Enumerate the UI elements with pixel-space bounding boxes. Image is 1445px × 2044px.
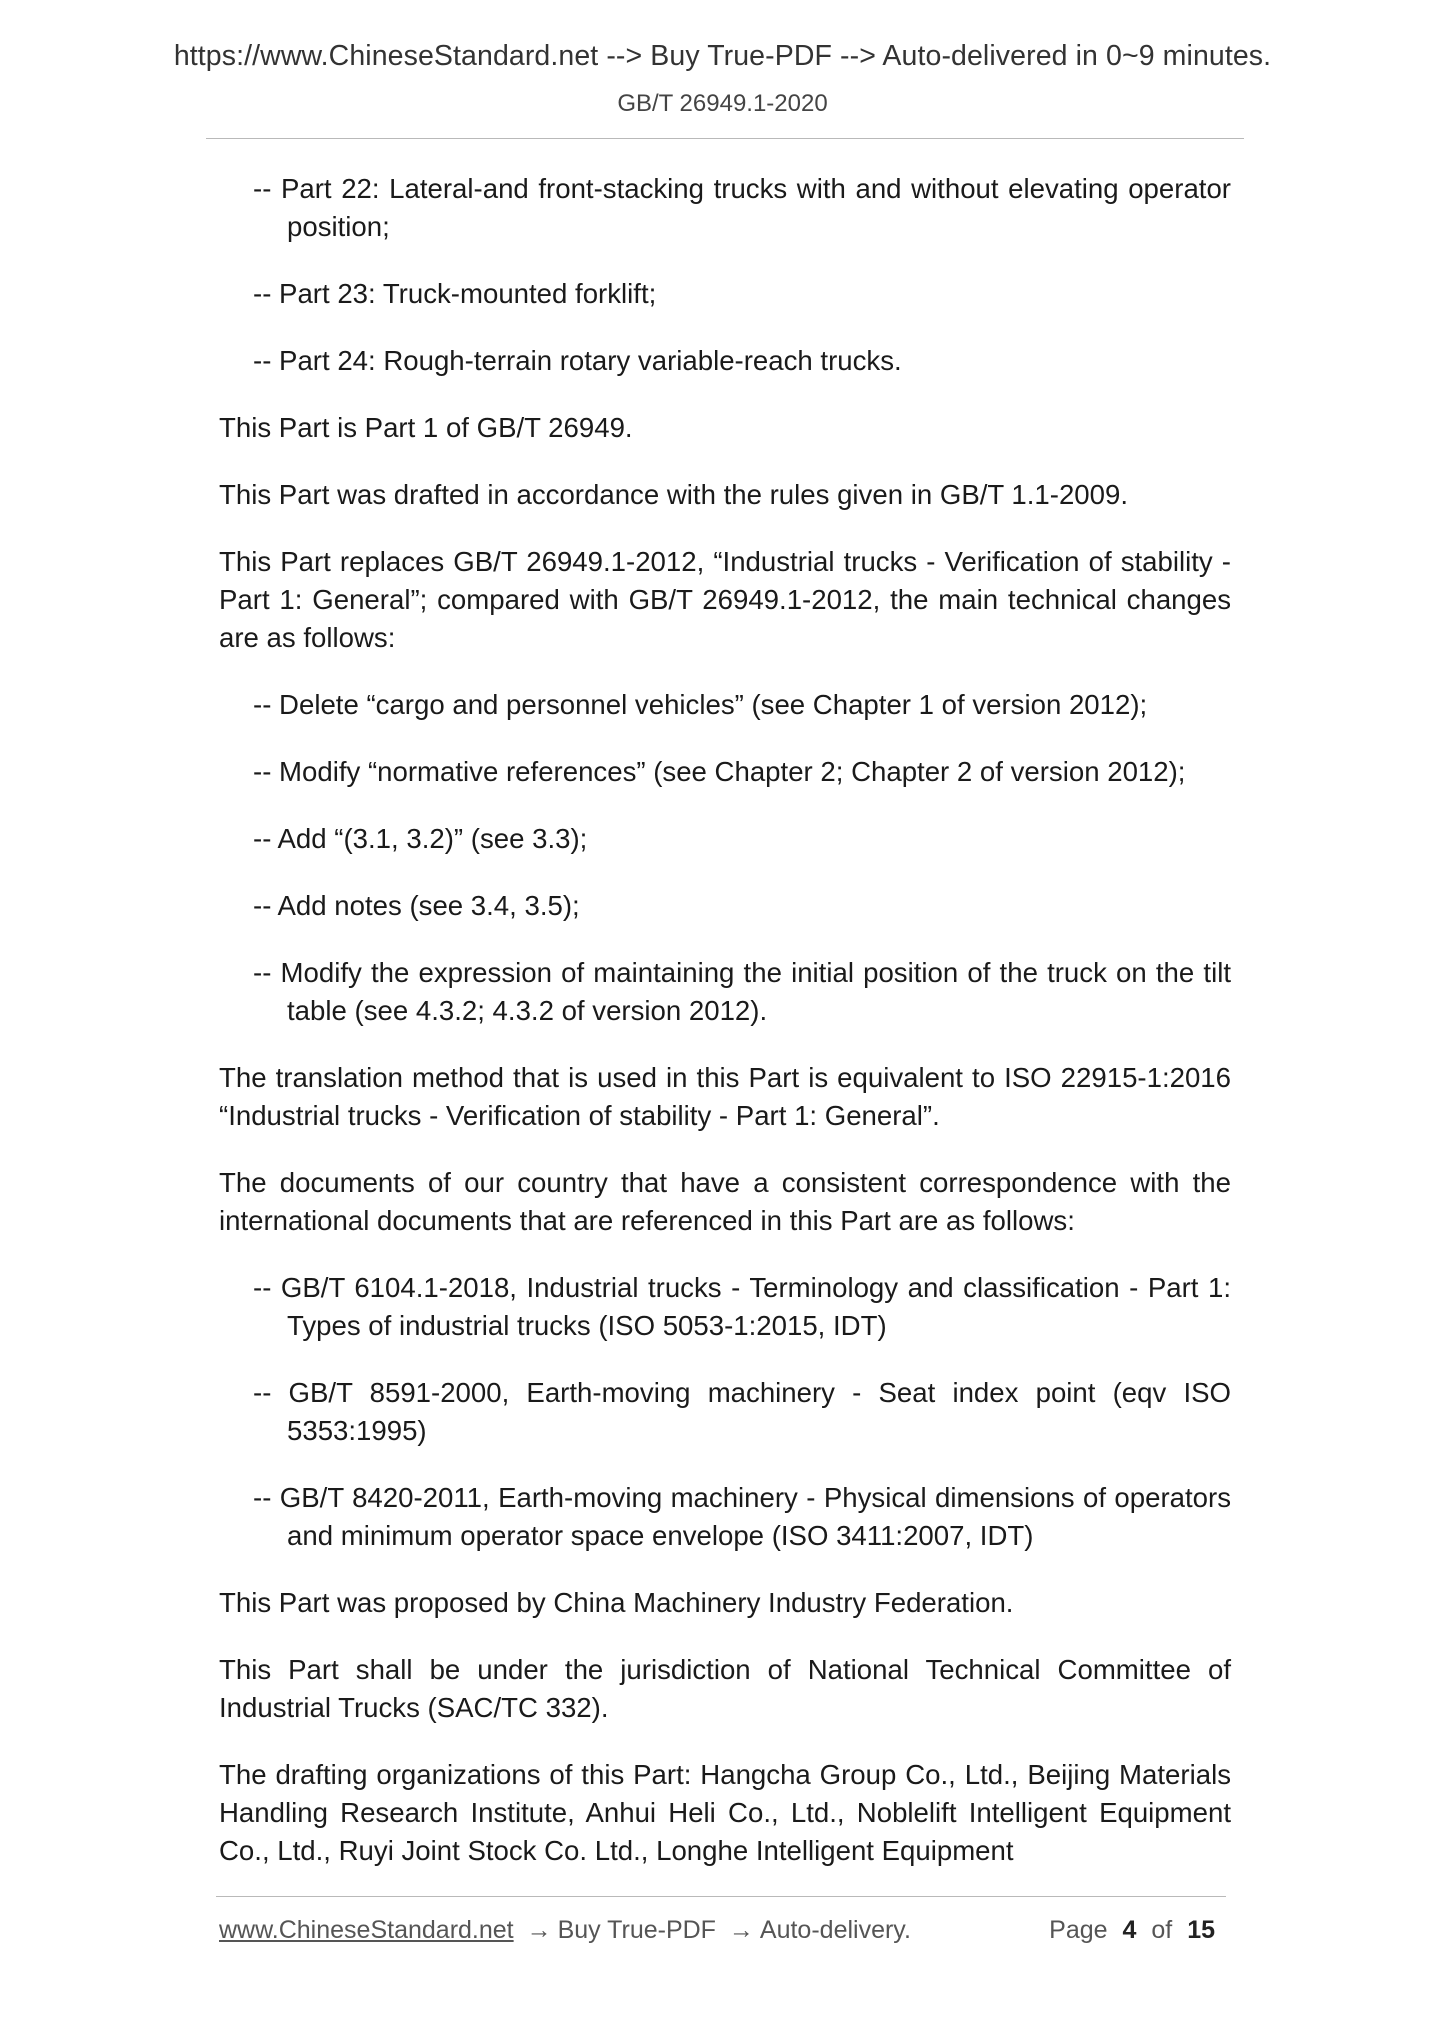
standard-code-header: GB/T 26949.1-2020 [617, 90, 828, 117]
page-word: Page [1049, 1916, 1108, 1944]
paragraph: This Part is Part 1 of GB/T 26949. [219, 412, 633, 443]
site-link[interactable]: www.ChineseStandard.net [219, 1916, 514, 1944]
page-footer [219, 1916, 1223, 1945]
paragraph: The translation method that is used in this Part is equivalent to ISO 22915-1:2016 “Industrial trucks - Verification of stability - Part 1: General”. [219, 1062, 1231, 1131]
paragraph: This Part was proposed by China Machinery Industry Federation. [219, 1587, 1014, 1618]
list-item: -- GB/T 8420-2011, Earth-moving machinery - Physical dimensions of operators and minimum operator space envelope (ISO 3411:2007, IDT) [253, 1482, 1231, 1551]
source-banner: https://www.ChineseStandard.net --> Buy True-PDF --> Auto-delivered in 0~9 minutes. [173, 40, 1272, 72]
arrow-right-icon: → [526, 1916, 552, 1944]
list-item: -- Modify “normative references” (see Chapter 2; Chapter 2 of version 2012); [253, 756, 1186, 787]
header-divider [206, 138, 1244, 139]
footer-divider [216, 1896, 1226, 1897]
page-indicator [1049, 1916, 1223, 1945]
list-item: -- Add notes (see 3.4, 3.5); [253, 890, 580, 921]
of-word: of [1151, 1916, 1173, 1944]
document-body [219, 170, 1231, 1899]
list-item: -- Delete “cargo and personnel vehicles” (see Chapter 1 of version 2012); [253, 689, 1148, 720]
list-item: -- GB/T 8591-2000, Earth-moving machinery - Seat index point (eqv ISO 5353:1995) [253, 1377, 1231, 1446]
list-item: -- Part 23: Truck-mounted forklift; [253, 278, 657, 309]
paragraph: This Part shall be under the jurisdiction of National Technical Committee of Industrial Trucks (SAC/TC 332). [219, 1654, 1231, 1723]
arrow-right-icon: → [728, 1916, 754, 1944]
paragraph: The documents of our country that have a consistent correspondence with the international documents that are referenced in this Part are as follows: [219, 1167, 1231, 1236]
paragraph: The drafting organizations of this Part: Hangcha Group Co., Ltd., Beijing Materials Handling Research Institute, Anhui Heli Co., Ltd., Noblelift Intelligent Equipment Co., Ltd., Ruyi Joint Stock Co. Ltd., Longhe Intelligent Equipment [219, 1759, 1231, 1866]
paragraph: This Part was drafted in accordance with the rules given in GB/T 1.1-2009. [219, 479, 1129, 510]
list-item: -- Add “(3.1, 3.2)” (see 3.3); [253, 823, 588, 854]
list-item: -- GB/T 6104.1-2018, Industrial trucks - Terminology and classification - Part 1: Types of industrial trucks (ISO 5053-1:2015, IDT) [253, 1272, 1231, 1341]
page-total: 15 [1187, 1916, 1215, 1944]
buy-text: Buy True-PDF [557, 1916, 716, 1944]
list-item: -- Part 22: Lateral-and front-stacking trucks with and without elevating operator position; [253, 173, 1231, 242]
delivery-text: Auto-delivery. [759, 1916, 911, 1944]
list-item: -- Modify the expression of maintaining the initial position of the truck on the tilt table (see 4.3.2; 4.3.2 of version 2012). [253, 957, 1231, 1026]
paragraph: This Part replaces GB/T 26949.1-2012, “Industrial trucks - Verification of stability - Part 1: General”; compared with GB/T 26949.1-2012, the main technical changes are as follows: [219, 546, 1231, 653]
page-current: 4 [1122, 1916, 1137, 1944]
list-item: -- Part 24: Rough-terrain rotary variable-reach trucks. [253, 345, 902, 376]
